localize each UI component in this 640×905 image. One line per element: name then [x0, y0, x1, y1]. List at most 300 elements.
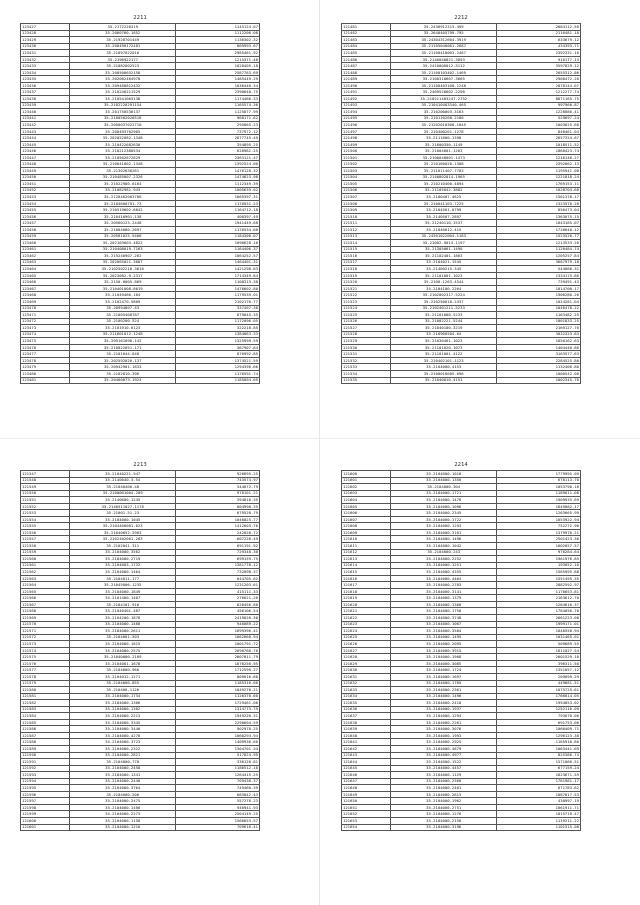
row-code: 35.2104000.200 — [69, 791, 176, 798]
row-value: 1015719.47 — [497, 811, 581, 818]
row-value: 1421298.63 — [176, 266, 260, 273]
row-id: 121527 — [342, 325, 391, 332]
row-id: 121520 — [342, 279, 391, 286]
row-value: 1231203.61 — [176, 582, 260, 589]
panel-title: 2214 — [454, 462, 468, 468]
row-code: 35.21001.51.23 — [69, 510, 176, 517]
row-code: 35.21101001.4122 — [390, 351, 497, 358]
row-value: 394816.35 — [176, 497, 260, 504]
row-id: 121618 — [342, 588, 391, 595]
row-id: 121558 — [21, 543, 70, 550]
row-id: 121564 — [21, 582, 70, 589]
row-id: 121642 — [342, 745, 391, 752]
row-id: 121569 — [21, 615, 70, 622]
row-id: 121580 — [21, 687, 70, 694]
row-value: 677159.24 — [497, 765, 581, 772]
row-value: 1174466.33 — [176, 96, 260, 103]
row-code: 35.2104000.1294 — [390, 713, 497, 720]
row-code: 35.2104000.1962 — [390, 798, 497, 805]
row-value: 1476602.80 — [176, 285, 260, 292]
row-id: 121567 — [21, 601, 70, 608]
row-value: 1379976.21 — [497, 529, 581, 536]
row-value: 869993.67 — [176, 43, 260, 50]
row-id: 121572 — [21, 634, 70, 641]
row-value: 1185316.06 — [176, 680, 260, 687]
row-code: 35.2104000.3723 — [69, 739, 176, 746]
row-value: 322218.85 — [176, 325, 260, 332]
row-code: 35.2104000.2361 — [390, 687, 497, 694]
row-code: 35.2104000.2813 — [390, 791, 497, 798]
row-code: 35.2140040821.3093 — [390, 56, 497, 63]
row-code: 35.2104000.1758 — [390, 608, 497, 615]
row-value: 2419026.30 — [176, 615, 260, 622]
table-panel-2213 — [20, 460, 260, 831]
row-code: 35.2104000.243 — [390, 549, 497, 556]
row-code: 35.2104000.1849 — [69, 588, 176, 595]
row-value: 1264616.37 — [497, 601, 581, 608]
row-code: 35.21045006.1235 — [69, 582, 176, 589]
row-value: 946089.22 — [176, 621, 260, 628]
row-id: 121576 — [21, 660, 70, 667]
row-value: 699159.75 — [176, 556, 260, 563]
row-code: 35.2104000.1993 — [390, 732, 497, 739]
row-code: 35.2104000.2440 — [69, 778, 176, 785]
data-table — [20, 23, 260, 384]
row-value: 1061911.71 — [497, 804, 581, 811]
row-id: 121486 — [342, 56, 391, 63]
row-id: 123465 — [21, 272, 70, 279]
row-id: 123433 — [21, 63, 70, 70]
row-id: 121511 — [342, 220, 391, 227]
row-id: 121638 — [342, 719, 391, 726]
row-value: 2878144.07 — [497, 82, 581, 89]
row-id: 121482 — [342, 30, 391, 37]
row-value: 1404440.86 — [497, 344, 581, 351]
row-id: 121602 — [342, 484, 391, 491]
row-code: 35.2104000.2458 — [69, 765, 176, 772]
row-code: 35.21084080.2697 — [69, 226, 176, 233]
row-code: 35.210246211529 — [69, 89, 176, 96]
row-id: 123440 — [21, 109, 70, 116]
row-code: 35.2128402003786 — [69, 194, 176, 201]
row-code: 35.2140507.2897 — [390, 213, 497, 220]
row-id: 121492 — [342, 96, 391, 103]
row-code: 35.219240907.262 — [69, 253, 176, 260]
row-code: 35.2104000.1468 — [69, 621, 176, 628]
row-value: 1062660.94 — [176, 634, 260, 641]
row-value: 1075725.61 — [497, 687, 581, 694]
row-id: 121533 — [342, 364, 391, 371]
row-id: 121490 — [342, 82, 391, 89]
row-code: 35.2104000.4679 — [390, 745, 497, 752]
row-code: 35.2104000.1096 — [390, 503, 497, 510]
row-id: 121598 — [21, 804, 70, 811]
row-value: 1314773.79 — [176, 706, 260, 713]
row-id: 121609 — [342, 529, 391, 536]
row-value: 1228080.41 — [497, 109, 581, 116]
row-code: 35.2104200.1878 — [69, 615, 176, 622]
row-code: 35.2410000012.3112 — [390, 63, 497, 70]
row-code: 35.2104000.2751 — [390, 804, 497, 811]
row-code: 35.2104000.3440 — [69, 726, 176, 733]
row-code: 35.21082002523 — [69, 63, 176, 70]
row-value: 876992.85 — [176, 351, 260, 358]
row-code: 35.2409520602.2298 — [390, 89, 497, 96]
row-code: 35.21082981.943 — [69, 187, 176, 194]
row-value: 825386.74 — [497, 752, 581, 759]
row-value: 1120484.74 — [497, 246, 581, 253]
row-code: 35.202082464978 — [69, 76, 176, 83]
row-code: 35.21040052.2903 — [69, 529, 176, 536]
row-value: 1002345.76 — [497, 377, 581, 384]
row-value: 1186512.16 — [176, 765, 260, 772]
row-id: 121628 — [342, 654, 391, 661]
row-value: 1769153.11 — [497, 181, 581, 188]
row-id: 123467 — [21, 285, 70, 292]
row-code: 35.2104000.2213 — [69, 713, 176, 720]
row-value: 1474623.98 — [176, 174, 260, 181]
row-value: 1761981.17 — [497, 778, 581, 785]
row-code: 35.2104000.1210 — [69, 824, 176, 831]
row-value: 1003625.60 — [497, 122, 581, 129]
row-code: 35.2104501.0799 — [390, 207, 497, 214]
row-code: 35.210401008.6619 — [69, 285, 176, 292]
row-id: 121573 — [21, 641, 70, 648]
row-value: 367907.84 — [176, 344, 260, 351]
row-id: 121550 — [21, 490, 70, 497]
row-id: 121596 — [21, 791, 70, 798]
row-id: 123435 — [21, 76, 70, 83]
row-value: 1014700.17 — [497, 285, 581, 292]
row-value: 1066409.71 — [497, 726, 581, 733]
row-id: 123480 — [21, 370, 70, 377]
row-value: 2169127.70 — [497, 325, 581, 332]
row-value: 743574.97 — [176, 477, 260, 484]
row-code: 35.2104000.4977 — [390, 752, 497, 759]
row-id: 123455 — [21, 207, 70, 214]
row-value: 544066.31 — [497, 266, 581, 273]
row-code: 35.210519602.6842 — [69, 207, 176, 214]
row-value: 337407.30 — [176, 305, 260, 312]
row-code: 35.2104000.2401 — [390, 785, 497, 792]
row-id: 121648 — [342, 785, 391, 792]
row-id: 121590 — [21, 752, 70, 759]
row-id: 121616 — [342, 575, 391, 582]
row-value: 1112349.39 — [176, 181, 260, 188]
row-value: 729348.36 — [176, 549, 260, 556]
row-code: 35.210410403340.465 — [390, 102, 497, 109]
row-code: 35.2104000.304 — [390, 484, 497, 491]
row-id: 121589 — [21, 745, 70, 752]
row-code: 35.2102002317.5224 — [390, 292, 497, 299]
data-table — [20, 470, 260, 831]
row-code: 35.2104001.1678 — [69, 660, 176, 667]
row-value: 1213533.20 — [497, 240, 581, 247]
row-id: 121579 — [21, 680, 70, 687]
row-id: 123463 — [21, 259, 70, 266]
row-code: 35.2436912313.499 — [390, 24, 497, 31]
row-id: 121563 — [21, 575, 70, 582]
row-id: 123481 — [21, 377, 70, 384]
row-code: 35.2104000.3584 — [390, 628, 497, 635]
row-id: 123479 — [21, 364, 70, 371]
row-value: 517824.99 — [176, 752, 260, 759]
row-code: 35.2104000.3915 — [390, 647, 497, 654]
row-id: 121555 — [21, 523, 70, 530]
row-value: 683842.43 — [176, 791, 260, 798]
row-value: 1263665.99 — [497, 510, 581, 517]
row-id: 123469 — [21, 298, 70, 305]
row-value: 2290604.59 — [176, 719, 260, 726]
row-id: 121532 — [342, 357, 391, 364]
row-value: 1195941.00 — [497, 168, 581, 175]
row-id: 123476 — [21, 344, 70, 351]
row-code: 35.21302630261 — [69, 168, 176, 175]
row-id: 121499 — [342, 141, 391, 148]
row-code: 35.20460073.1924 — [69, 377, 176, 384]
row-id: 121646 — [342, 772, 391, 779]
row-id: 121585 — [21, 719, 70, 726]
row-id: 121601 — [21, 824, 70, 831]
row-id: 121493 — [342, 102, 391, 109]
row-code: 35.2100.1203.4544 — [390, 279, 497, 286]
row-id: 121647 — [342, 778, 391, 785]
row-id: 121582 — [21, 700, 70, 707]
row-id: 121635 — [342, 700, 391, 707]
row-code: 35.200493702965 — [69, 128, 176, 135]
row-value: 1561378.17 — [497, 194, 581, 201]
row-value: 2661223.08 — [497, 615, 581, 622]
table-row — [21, 824, 260, 831]
row-value: 1551495.35 — [497, 575, 581, 582]
row-value: 408397.49 — [176, 213, 260, 220]
row-code: 35.2100310607.3665 — [390, 76, 497, 83]
row-code: 35.210160020.1308 — [390, 161, 497, 168]
row-value: 2985461.92 — [176, 50, 260, 57]
row-code: 35.2104000.2560 — [390, 778, 497, 785]
row-code: 35.21202010300.1045 — [390, 122, 497, 129]
row-id: 123434 — [21, 69, 70, 76]
row-value: 1264415.25 — [176, 772, 260, 779]
row-code: 35.21040221.947 — [69, 471, 176, 478]
row-code: 35.2104000.1968 — [390, 654, 497, 661]
row-code: 35.21022980.6164 — [69, 181, 176, 188]
row-id: 121645 — [342, 765, 391, 772]
row-code: 35.2104000.3748 — [390, 615, 497, 622]
row-id: 123450 — [21, 174, 70, 181]
row-code: 35.202103603.4822 — [69, 240, 176, 247]
row-id: 123444 — [21, 135, 70, 142]
row-code: 35.2104000.1045 — [69, 516, 176, 523]
row-id: 121622 — [342, 615, 391, 622]
row-value: 1125877.99 — [176, 109, 260, 116]
row-code: 35.210200003.3163 — [390, 109, 497, 116]
row-value: 1485449.29 — [176, 76, 260, 83]
row-id: 121525 — [342, 312, 391, 319]
row-id: 123445 — [21, 141, 70, 148]
row-value: 2392662.13 — [497, 161, 581, 168]
row-code: 35.20560123.2448 — [69, 220, 176, 227]
row-code: 35.210110200.2180 — [390, 115, 497, 122]
row-code: 35.21928701449 — [69, 37, 176, 44]
row-id: 121577 — [21, 667, 70, 674]
row-id: 121487 — [342, 63, 391, 70]
row-id: 121599 — [21, 811, 70, 818]
row-code: 35.2102470.5809 — [69, 298, 176, 305]
table-panel-2214 — [341, 460, 581, 831]
row-id: 121504 — [342, 174, 391, 181]
row-value: 1823671.55 — [497, 772, 581, 779]
row-id: 121509 — [342, 207, 391, 214]
row-value: 8871165.75 — [497, 96, 581, 103]
row-id: 121519 — [342, 272, 391, 279]
row-code: 35.2100001004.209 — [69, 490, 176, 497]
row-id: 121510 — [342, 213, 391, 220]
row-value: 997966.87 — [497, 102, 581, 109]
row-value: 1779995.09 — [497, 471, 581, 478]
row-code: 35.21030401.1023 — [390, 338, 497, 345]
row-value: 910177.13 — [497, 56, 581, 63]
row-id: 123458 — [21, 226, 70, 233]
row-id: 121607 — [342, 516, 391, 523]
row-id: 121524 — [342, 305, 391, 312]
row-code: 35.21040012.415 — [390, 226, 497, 233]
row-id: 123459 — [21, 233, 70, 240]
row-id: 121615 — [342, 569, 391, 576]
row-value: 1611027.54 — [497, 647, 581, 654]
row-id: 121613 — [342, 556, 391, 563]
row-code: 35.210502672829 — [69, 154, 176, 161]
row-value: 1323570.28 — [497, 200, 581, 207]
row-id: 121494 — [342, 109, 391, 116]
row-code: 35.2104000.2575 — [69, 647, 176, 654]
row-code: 35.209161090.142 — [69, 338, 176, 345]
row-value: 1665397.31 — [176, 194, 260, 201]
row-id: 121529 — [342, 338, 391, 345]
row-id: 121507 — [342, 194, 391, 201]
row-id: 123472 — [21, 318, 70, 325]
row-id: 123446 — [21, 148, 70, 155]
row-value: 434393.71 — [497, 43, 581, 50]
row-id: 121583 — [21, 706, 70, 713]
row-code: 35.21102401.1863 — [390, 253, 497, 260]
row-value: 1205257.84 — [497, 253, 581, 260]
row-value: 2908472.20 — [497, 76, 581, 83]
row-id: 121650 — [342, 798, 391, 805]
row-code: 35.2104000.1158 — [69, 817, 176, 824]
row-code: 35.210408019.7163 — [69, 246, 176, 253]
row-value: 1064252.57 — [176, 253, 260, 260]
row-code: 35.2100200.524 — [69, 318, 176, 325]
row-value: 1001833.25 — [497, 318, 581, 325]
row-id: 121559 — [21, 549, 70, 556]
row-code: 35.2104012.1271 — [69, 673, 176, 680]
row-code: 35.201750536137 — [69, 109, 176, 116]
row-code: 35.2104000.2150 — [390, 817, 497, 824]
row-id: 121619 — [342, 595, 391, 602]
row-value: 354895.25 — [176, 141, 260, 148]
row-code: 35.2172226319 — [69, 24, 176, 31]
row-code: 35.21105042.3882 — [390, 187, 497, 194]
row-value: 1170931.23 — [176, 200, 260, 207]
row-value: 1179539.01 — [176, 292, 260, 299]
row-code: 35.21040100.3219 — [390, 325, 497, 332]
row-value: 529697.24 — [497, 115, 581, 122]
row-value: 644705.62 — [176, 575, 260, 582]
row-id: 121521 — [342, 285, 391, 292]
row-value: 1523520.77 — [497, 233, 581, 240]
row-id: 121612 — [342, 549, 391, 556]
row-id: 121551 — [21, 497, 70, 504]
row-id: 121630 — [342, 667, 391, 674]
row-value: 1164712.18 — [176, 207, 260, 214]
row-value: 737972.12 — [176, 128, 260, 135]
row-value: 1165574.36 — [176, 102, 260, 109]
row-id: 121548 — [21, 477, 70, 484]
row-id: 121505 — [342, 181, 391, 188]
row-value: 1176534.60 — [176, 226, 260, 233]
row-id: 121600 — [342, 471, 391, 478]
row-code: 35.2104000.1724 — [390, 667, 497, 674]
row-id: 123449 — [21, 168, 70, 175]
row-id: 121584 — [21, 713, 70, 720]
row-code: 35.21400215.345 — [390, 266, 497, 273]
row-code: 35.2104000.1496 — [390, 693, 497, 700]
row-id: 123428 — [21, 30, 70, 37]
data-table — [341, 23, 581, 384]
row-id: 121595 — [21, 785, 70, 792]
row-id: 121495 — [342, 115, 391, 122]
row-value: 2607011.79 — [176, 654, 260, 661]
row-value: 1119211.22 — [497, 817, 581, 824]
row-id: 121620 — [342, 601, 391, 608]
row-code: 35.21240110.1537 — [390, 220, 497, 227]
row-value: 1676256.95 — [176, 660, 260, 667]
row-id: 121643 — [342, 752, 391, 759]
row-value: 1212277.74 — [497, 89, 581, 96]
row-value: 1031465.01 — [497, 634, 581, 641]
row-code: 35.200500652158 — [69, 69, 176, 76]
row-id: 121516 — [342, 253, 391, 260]
row-code: 35.2104001.303 — [69, 634, 176, 641]
row-code: 35.2104000.1785 — [390, 680, 497, 687]
row-code: 35.2104000.4153 — [390, 364, 497, 371]
row-code: 35.2100502026518 — [69, 115, 176, 122]
row-code: 35.210212380534 — [69, 148, 176, 155]
row-id: 121522 — [342, 292, 391, 299]
row-value: 1392524.00 — [176, 161, 260, 168]
row-code: 35.2104000.1815 — [69, 641, 176, 648]
row-id: 123442 — [21, 122, 70, 129]
row-value: 1566653.57 — [176, 817, 260, 824]
row-code: 35.210822051.171 — [69, 344, 176, 351]
row-code: 35.2104000.1018 — [390, 471, 497, 478]
row-value: 732098.37 — [176, 569, 260, 576]
row-id: 123451 — [21, 181, 70, 188]
row-id: 123441 — [21, 115, 70, 122]
row-code: 35.2104000.1490 — [69, 804, 176, 811]
row-id: 121502 — [342, 161, 391, 168]
row-id: 123429 — [21, 37, 70, 44]
row-code: 35.21002.9014.1197 — [390, 240, 497, 247]
row-id: 121513 — [342, 233, 391, 240]
row-id: 121547 — [21, 471, 70, 478]
row-value: 1005639.02 — [176, 187, 260, 194]
row-id: 123453 — [21, 194, 70, 201]
row-id: 121501 — [342, 154, 391, 161]
row-value: 276621.26 — [176, 595, 260, 602]
row-code: 35.21040401.487 — [69, 608, 176, 615]
